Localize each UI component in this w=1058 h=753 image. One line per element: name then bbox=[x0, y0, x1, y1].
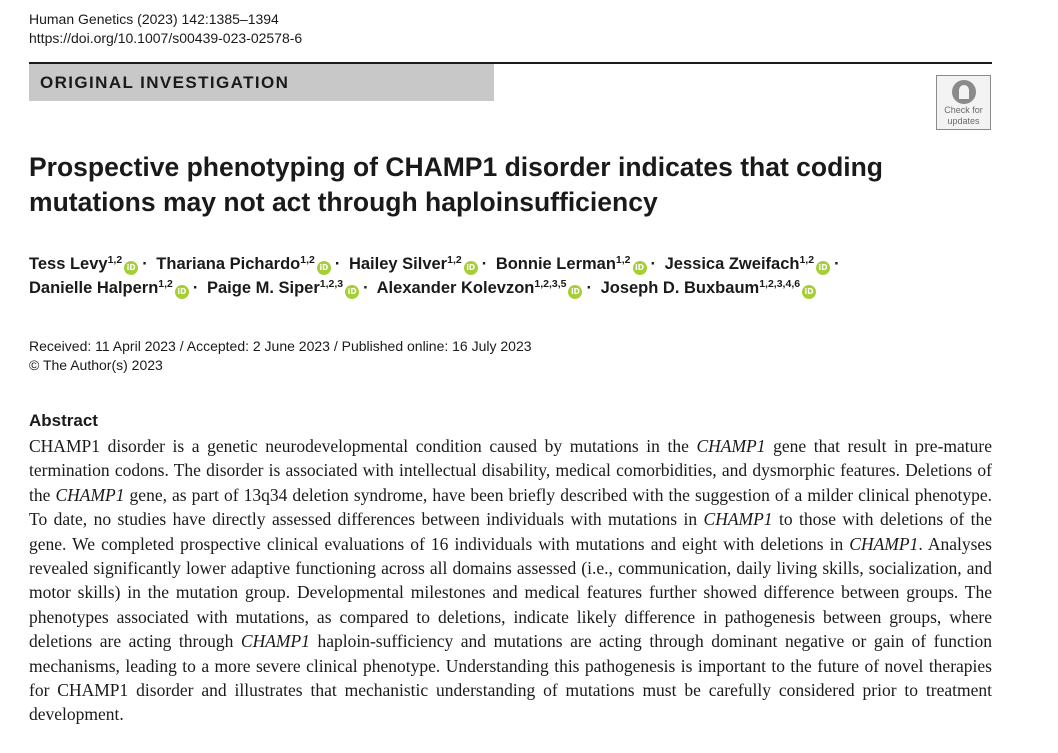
author-separator: · bbox=[650, 255, 657, 273]
check-for-updates-line1: Check for bbox=[944, 105, 983, 115]
author[interactable] bbox=[29, 255, 138, 273]
abstract-text: to those with deletions of the gene. We completed prospective clinical evaluations of 16 individuals with mutations and eight with deletions in bbox=[29, 509, 992, 554]
author-affiliations: 1,2 bbox=[799, 254, 815, 266]
author[interactable] bbox=[29, 279, 189, 297]
author[interactable] bbox=[349, 255, 478, 273]
author-affiliations: 1,2,3 bbox=[319, 278, 344, 290]
author-name: Tess Levy bbox=[29, 255, 108, 273]
check-for-updates-icon bbox=[952, 80, 976, 104]
author-name: Bonnie Lerman bbox=[495, 255, 616, 273]
abstract-body bbox=[29, 434, 992, 727]
author[interactable] bbox=[377, 279, 583, 297]
check-for-updates-button[interactable] bbox=[936, 75, 991, 130]
author-separator: · bbox=[586, 279, 592, 297]
journal-citation: Human Genetics (2023) 142:1385–1394 bbox=[29, 11, 279, 27]
author-name: Alexander Kolevzon bbox=[376, 279, 535, 297]
gene-name: CHAMP1 bbox=[240, 631, 310, 652]
doi-link[interactable]: https://doi.org/10.1007/s00439-023-02578-6 bbox=[29, 30, 303, 46]
author-affiliations: 1,2 bbox=[158, 278, 173, 290]
abstract-text: CHAMP1 disorder is a genetic neurodevelopmental condition caused by mutations in the bbox=[29, 436, 697, 456]
author-affiliations: 1,2 bbox=[107, 254, 123, 266]
author-separator: · bbox=[142, 255, 148, 273]
author-name: Danielle Halpern bbox=[29, 279, 159, 297]
author-affiliations: 1,2 bbox=[300, 254, 315, 266]
abstract-text: gene, as part of 13q34 deletion syndrome, have been briefly described with the suggestion of a milder clinical phenotype. To date, no studies have directly assessed differences between individuals with mutations in bbox=[29, 484, 992, 530]
orcid-icon[interactable]: iD bbox=[317, 261, 331, 275]
abstract-text: . Analyses revealed significantly lower adaptive functioning across all domains assessed (i.e., communication, daily living skills, socialization, and motor skills) in the mutation group. Developmental milestones and medical features further showed difference between groups. The phenotypes associated with mutations, as compared to deletions, indicate likely difference in pathogenesis between groups, where deletions are acting through bbox=[29, 533, 992, 652]
author-name: Paige M. Siper bbox=[207, 279, 320, 297]
orcid-icon[interactable]: iD bbox=[802, 285, 816, 299]
author-name: Thariana Pichardo bbox=[156, 255, 301, 273]
gene-name: CHAMP1 bbox=[696, 436, 766, 456]
article-dates bbox=[29, 337, 532, 375]
check-for-updates-line2: updates bbox=[947, 116, 980, 126]
author-separator: · bbox=[481, 255, 488, 273]
abstract-heading: Abstract bbox=[29, 411, 98, 430]
orcid-icon[interactable]: iD bbox=[633, 261, 647, 275]
author-separator: · bbox=[192, 279, 199, 297]
author-name: Hailey Silver bbox=[348, 255, 448, 273]
author-affiliations: 1,2 bbox=[615, 254, 631, 266]
abstract-text: gene that result in pre-mature termination codons. The disorder is associated with intellectual disability, medical comorbidities, and dysmorphic features. Deletions of the bbox=[29, 436, 992, 505]
author[interactable] bbox=[665, 255, 830, 273]
author[interactable] bbox=[207, 279, 359, 297]
author-name: Joseph D. Buxbaum bbox=[600, 279, 760, 297]
author-separator: · bbox=[834, 255, 840, 273]
orcid-icon[interactable]: iD bbox=[464, 261, 478, 275]
author-list bbox=[29, 252, 929, 300]
abstract-text: haploin-sufficiency and mutations are acting through dominant negative or gain of function mechanisms, leading to a more severe clinical phenotype. Understanding this pathogenesis is important to the future of novel therapies for CHAMP1 disorder and illustrates that mechanistic understanding of mutations must be carefully considered prior to treatment development. bbox=[29, 631, 992, 725]
history-dates: Received: 11 April 2023 / Accepted: 2 June 2023 / Published online: 16 July 2023 bbox=[29, 338, 532, 354]
author-name: Jessica Zweifach bbox=[664, 255, 800, 273]
copyright: © The Author(s) 2023 bbox=[29, 357, 163, 373]
gene-name: CHAMP1 bbox=[703, 509, 773, 530]
author-separator: · bbox=[334, 255, 341, 273]
gene-name: CHAMP1 bbox=[55, 484, 125, 505]
orcid-icon[interactable]: iD bbox=[816, 261, 830, 275]
author-separator: · bbox=[363, 279, 369, 297]
author[interactable] bbox=[156, 255, 331, 273]
author[interactable] bbox=[496, 255, 647, 273]
author[interactable] bbox=[601, 279, 817, 297]
orcid-icon[interactable]: iD bbox=[175, 285, 189, 299]
section-label: ORIGINAL INVESTIGATION bbox=[29, 64, 494, 101]
author-affiliations: 1,2,3,4,6 bbox=[759, 278, 801, 290]
gene-name: CHAMP1 bbox=[849, 533, 919, 554]
author-affiliations: 1,2 bbox=[447, 254, 462, 266]
author-affiliations: 1,2,3,5 bbox=[534, 278, 567, 290]
orcid-icon[interactable]: iD bbox=[568, 285, 582, 299]
orcid-icon[interactable]: iD bbox=[124, 261, 138, 275]
orcid-icon[interactable]: iD bbox=[345, 285, 359, 299]
journal-header bbox=[29, 10, 302, 48]
article-title: Prospective phenotyping of CHAMP1 disorder indicates that coding mutations may not act through haploinsufficiency bbox=[29, 152, 883, 217]
